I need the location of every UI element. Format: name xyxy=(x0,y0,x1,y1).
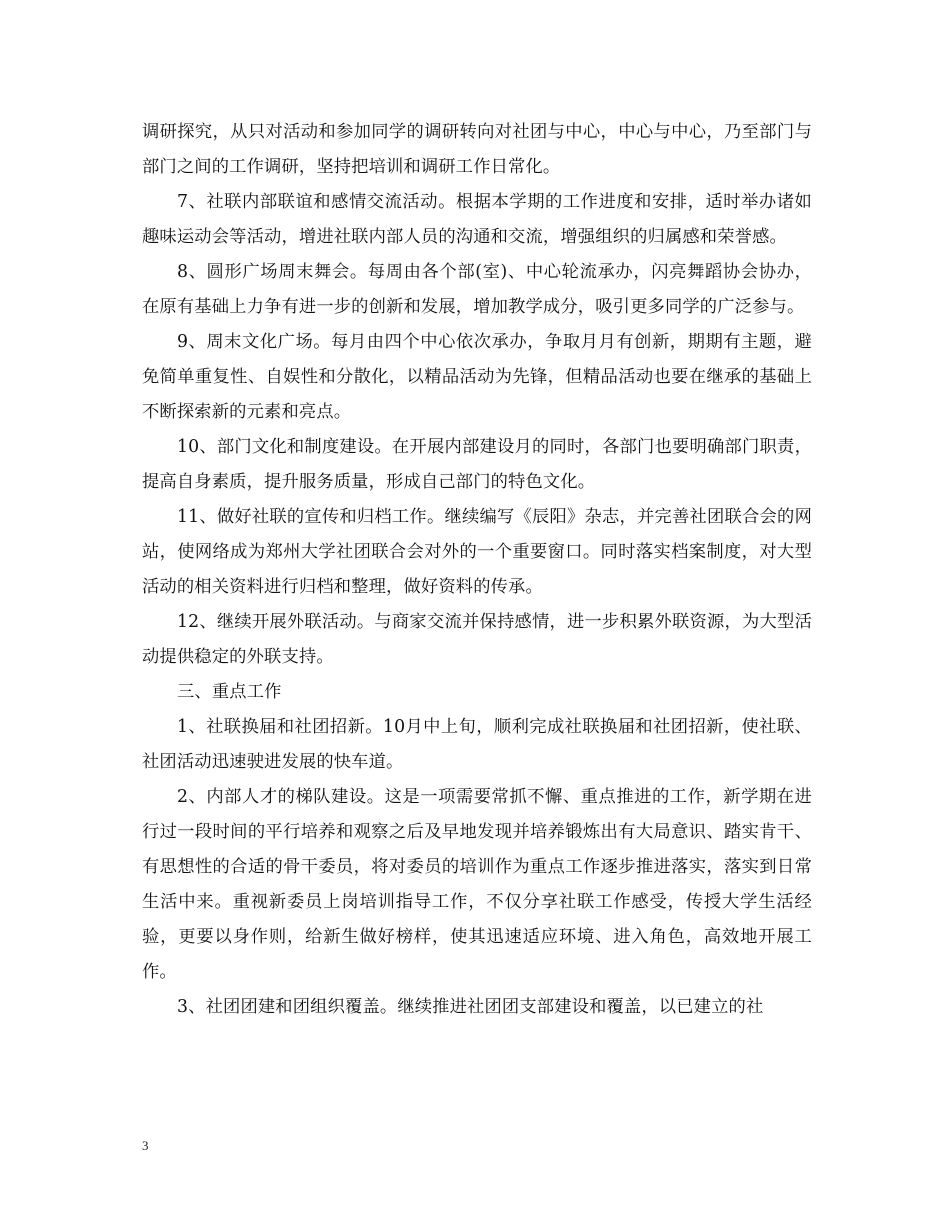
paragraph-item-8: 8、圆形广场周末舞会。每周由各个部(室)、中心轮流承办，闪亮舞蹈协会协办，在原有基础上力争有进一步的创新和发展，增加教学成分，吸引更多同学的广泛参与。 xyxy=(142,262,812,317)
paragraph-key-2: 2、内部人才的梯队建设。这是一项需要常抓不懈、重点推进的工作，新学期在进行过一段时间的平行培养和观察之后及早地发现并培养锻炼出有大局意识、踏实肯干、有思想性的合适的骨干委员，将对委员的培训作为重点工作逐步推进落实，落实到日常生活中来。重视新委员上岗培训指导工作，不仅分享社联工作感受，传授大学生活经验，更要以身作则，给新生做好榜样，使其迅速适应环境、进入角色，高效地开展工作。 xyxy=(142,787,812,982)
paragraph-key-1: 1、社联换届和社团招新。10月中上旬，顺利完成社联换届和社团招新，使社联、社团活动迅速驶进发展的快车道。 xyxy=(142,717,812,772)
paragraph-item-12: 12、继续开展外联活动。与商家交流并保持感情，进一步积累外联资源，为大型活动提供稳定的外联支持。 xyxy=(142,612,812,667)
paragraph-item-7: 7、社联内部联谊和感情交流活动。根据本学期的工作进度和安排，适时举办诸如趣味运动会等活动，增进社联内部人员的沟通和交流，增强组织的归属感和荣誉感。 xyxy=(142,192,812,247)
page-number: 3 xyxy=(142,1138,149,1153)
paragraph-item-11: 11、做好社联的宣传和归档工作。继续编写《辰阳》杂志，并完善社团联合会的网站，使网络成为郑州大学社团联合会对外的一个重要窗口。同时落实档案制度，对大型活动的相关资料进行归档和整理，做好资料的传承。 xyxy=(142,507,812,597)
paragraph-key-3: 3、社团团建和团组织覆盖。继续推进社团团支部建设和覆盖，以已建立的社 xyxy=(177,997,764,1017)
body-text xyxy=(142,115,812,1025)
section-heading-key-work: 三、重点工作 xyxy=(177,682,282,702)
paragraph-continuation: 调研探究，从只对活动和参加同学的调研转向对社团与中心，中心与中心，乃至部门与部门之间的工作调研，坚持把培训和调研工作日常化。 xyxy=(142,122,812,177)
paragraph-item-9: 9、周末文化广场。每月由四个中心依次承办，争取月月有创新，期期有主题，避免简单重复性、自娱性和分散化，以精品活动为先锋，但精品活动也要在继承的基础上不断探索新的元素和亮点。 xyxy=(142,332,812,422)
paragraph-item-10: 10、部门文化和制度建设。在开展内部建设月的同时，各部门也要明确部门职责，提高自身素质，提升服务质量，形成自己部门的特色文化。 xyxy=(142,437,812,492)
